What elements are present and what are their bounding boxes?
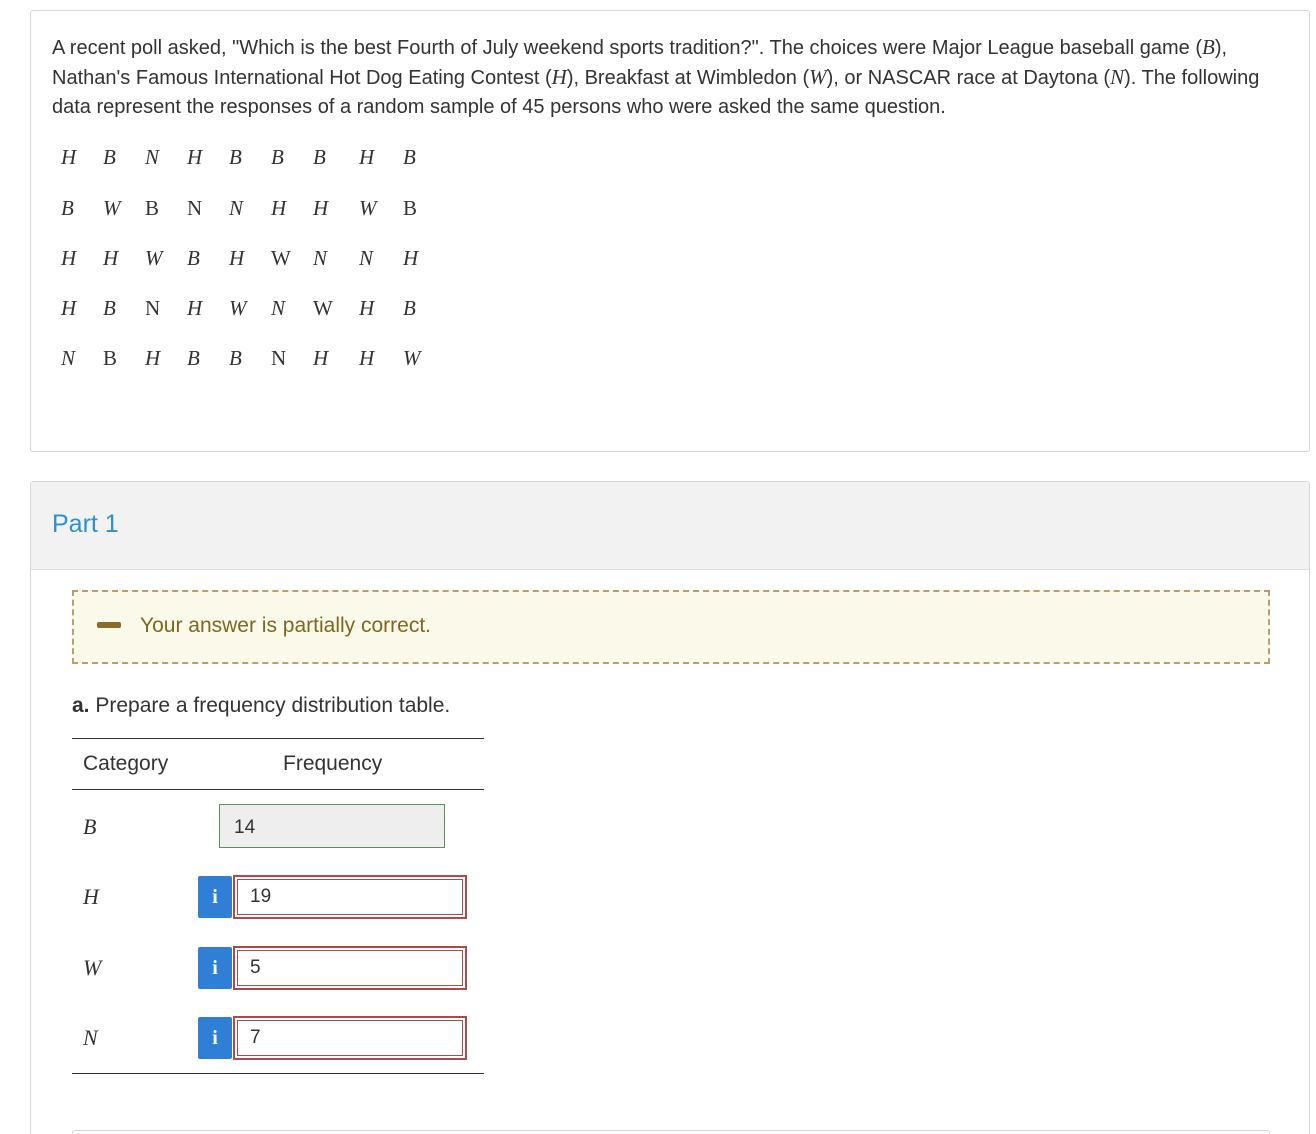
- frequency-h-field-wrapper: [233, 875, 467, 919]
- data-cell: H: [145, 346, 161, 370]
- column-header-frequency: Frequency: [283, 752, 383, 775]
- data-cell: B: [403, 296, 416, 320]
- data-cell: B: [403, 196, 418, 220]
- data-cell: H: [187, 296, 203, 320]
- data-row: [61, 246, 481, 276]
- section-gap: [30, 452, 1310, 482]
- frequency-w-field-wrapper: [233, 946, 467, 990]
- data-cell: W: [359, 196, 377, 220]
- data-cell: H: [403, 246, 419, 270]
- frequency-b-value: 14: [219, 804, 445, 848]
- data-row: [61, 296, 481, 326]
- data-cell: W: [229, 296, 247, 320]
- part-1-card: [30, 481, 1310, 1134]
- frequency-n-field-wrapper: [233, 1016, 467, 1060]
- data-cell: H: [359, 296, 375, 320]
- category-label-n: N: [83, 1025, 98, 1050]
- info-icon[interactable]: i: [198, 947, 232, 989]
- data-cell: B: [187, 246, 200, 270]
- data-cell: B: [271, 145, 284, 169]
- data-cell: B: [103, 145, 116, 169]
- part-title: Part 1: [52, 510, 119, 538]
- data-cell: H: [313, 346, 329, 370]
- table-top-rule: [72, 738, 484, 739]
- column-header-category: Category: [83, 752, 169, 775]
- data-cell: B: [403, 145, 416, 169]
- data-cell: B: [103, 346, 118, 370]
- data-cell: B: [145, 196, 160, 220]
- data-cell: B: [61, 196, 74, 220]
- sub-question: a. Prepare a frequency distribution table.: [72, 694, 451, 717]
- data-cell: B: [103, 296, 116, 320]
- partial-correct-icon: [97, 622, 121, 628]
- data-row: [61, 196, 481, 226]
- data-cell: N: [61, 346, 76, 370]
- data-cell: W: [271, 246, 291, 270]
- data-cell: B: [313, 145, 326, 169]
- data-cell: H: [359, 145, 375, 169]
- data-cell: W: [103, 196, 121, 220]
- data-cell: W: [403, 346, 421, 370]
- frequency-n-input[interactable]: [237, 1020, 463, 1056]
- data-cell: B: [187, 346, 200, 370]
- part-header: [31, 482, 1309, 570]
- data-cell: N: [271, 296, 286, 320]
- table-header-rule: [72, 789, 484, 790]
- data-cell: N: [145, 296, 161, 320]
- data-cell: H: [359, 346, 375, 370]
- data-row: [61, 346, 481, 376]
- data-cell: H: [271, 196, 287, 220]
- info-icon[interactable]: i: [198, 1017, 232, 1059]
- category-label-w: W: [83, 955, 102, 980]
- category-label-b: B: [83, 814, 97, 839]
- frequency-w-input[interactable]: [237, 950, 463, 986]
- question-card: [30, 10, 1310, 452]
- feedback-text: Your answer is partially correct.: [140, 614, 432, 637]
- info-icon[interactable]: i: [198, 876, 232, 918]
- partial-correct-feedback: [72, 590, 1270, 664]
- data-cell: N: [145, 145, 160, 169]
- data-cell: B: [229, 346, 242, 370]
- data-cell: N: [187, 196, 203, 220]
- data-cell: H: [61, 296, 77, 320]
- data-cell: H: [61, 145, 77, 169]
- data-cell: N: [359, 246, 374, 270]
- data-cell: N: [271, 346, 287, 370]
- data-cell: B: [229, 145, 242, 169]
- data-cell: W: [145, 246, 163, 270]
- data-cell: W: [313, 296, 333, 320]
- data-cell: H: [187, 145, 203, 169]
- data-cell: H: [103, 246, 119, 270]
- data-row: [61, 145, 481, 175]
- next-section-edge: [72, 1130, 1270, 1134]
- data-cell: N: [313, 246, 328, 270]
- data-cell: H: [61, 246, 77, 270]
- data-cell: H: [229, 246, 245, 270]
- data-cell: N: [229, 196, 244, 220]
- question-text: A recent poll asked, "Which is the best Fourth of July weekend sports tradition?". The choices were Major League baseball game (B), Nathan's Famous International Hot Dog Eating Contest (H), Breakfast at Wimbledon (W), or NASCAR race at Daytona (N). The following data represent the responses of a random sample of 45 persons who were asked the same question.: [52, 35, 1260, 118]
- table-bottom-rule: [72, 1073, 484, 1074]
- category-label-h: H: [83, 884, 99, 909]
- data-cell: H: [313, 196, 329, 220]
- frequency-h-input[interactable]: [237, 879, 463, 915]
